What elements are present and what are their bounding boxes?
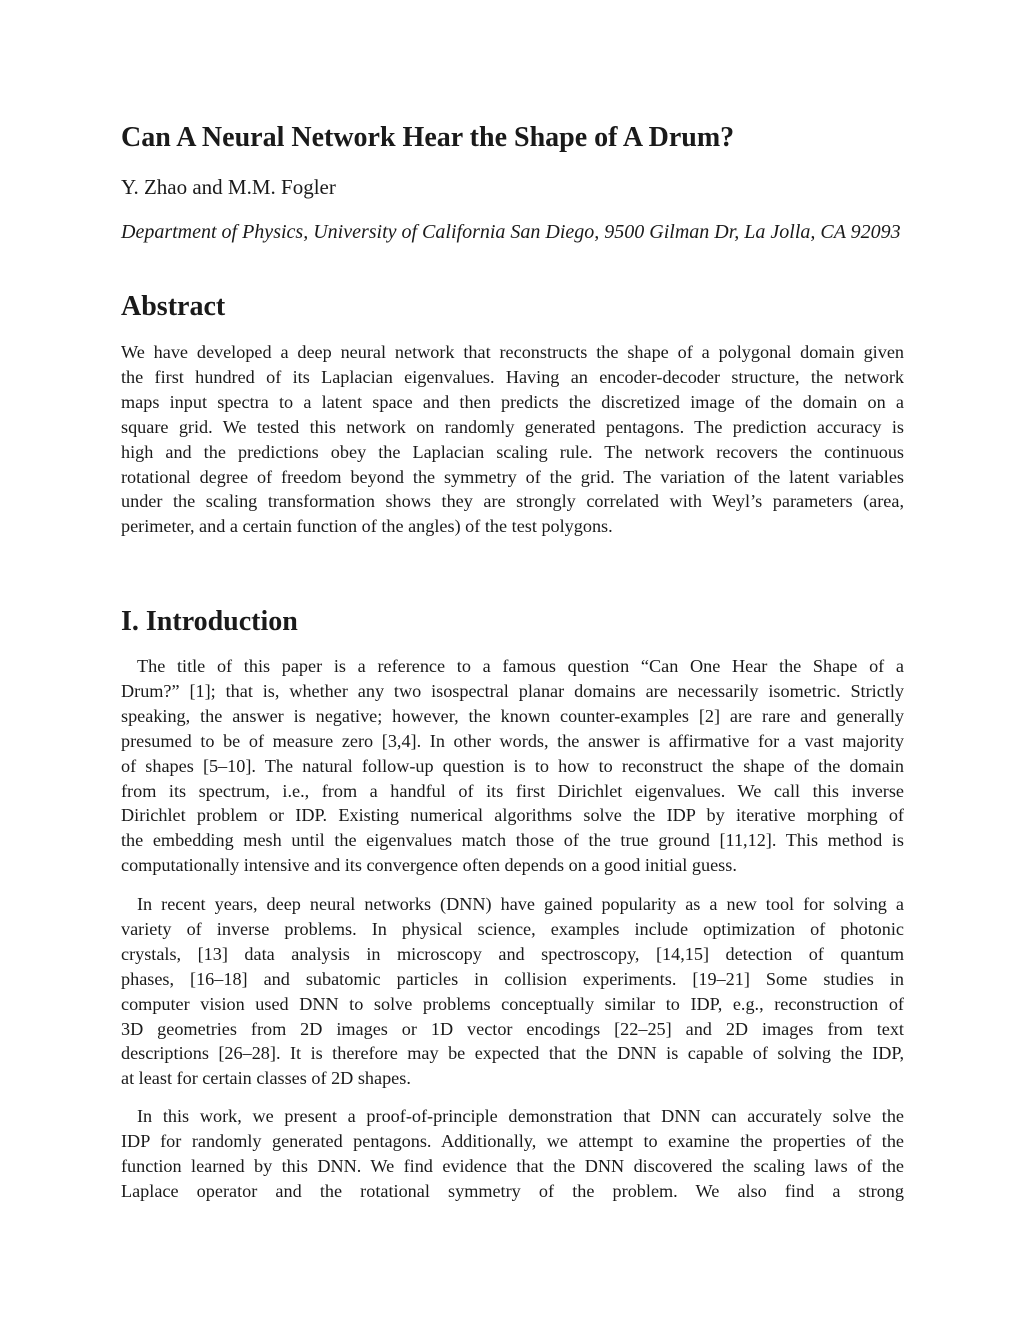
text-line: maps input spectra to a latent space and then predicts the discretized image of the domain on a bbox=[121, 391, 904, 412]
text-line: speaking, the answer is negative; however, the known counter-examples [2] are rare and generally bbox=[121, 705, 904, 726]
text-line: under the scaling transformation shows they are strongly correlated with Weyl’s parameters (area, bbox=[121, 491, 904, 512]
intro-paragraph-2 bbox=[121, 892, 904, 1091]
text-line: descriptions [26–28]. It is therefore may be expected that the DNN is capable of solving the IDP, bbox=[121, 1043, 904, 1064]
text-line: high and the predictions obey the Laplacian scaling rule. The network recovers the continuous bbox=[121, 441, 904, 462]
text-line: computer vision used DNN to solve problems conceptually similar to IDP, e.g., reconstruction of bbox=[121, 993, 904, 1014]
affiliation: Department of Physics, University of California San Diego, 9500 Gilman Dr, La Jolla, CA 92093 bbox=[121, 221, 901, 243]
intro-paragraph-3 bbox=[121, 1104, 904, 1204]
paper-title: Can A Neural Network Hear the Shape of A Drum? bbox=[121, 122, 735, 153]
introduction-heading: I. Introduction bbox=[121, 606, 298, 637]
abstract-body bbox=[121, 340, 904, 539]
text-line: from its spectrum, i.e., from a handful of its first Dirichlet eigenvalues. We call this inverse bbox=[121, 780, 904, 801]
text-line: IDP for randomly generated pentagons. Additionally, we attempt to examine the properties of the bbox=[121, 1130, 904, 1151]
text-line: 3D geometries from 2D images or 1D vector encodings [22–25] and 2D images from text bbox=[121, 1018, 904, 1039]
intro-paragraph-1 bbox=[121, 654, 904, 878]
text-line: crystals, [13] data analysis in microscopy and spectroscopy, [14,15] detection of quantum bbox=[121, 943, 904, 964]
text-line: variety of inverse problems. In physical science, examples include optimization of photonic bbox=[121, 918, 904, 939]
abstract-heading: Abstract bbox=[121, 291, 226, 322]
text-line: presumed to be of measure zero [3,4]. In other words, the answer is affirmative for a vast majority bbox=[121, 730, 904, 751]
text-line: the embedding mesh until the eigenvalues match those of the true ground [11,12]. This method is bbox=[121, 830, 904, 851]
text-line: rotational degree of freedom beyond the symmetry of the grid. The variation of the latent variables bbox=[121, 466, 904, 487]
text-line: Drum?” [1]; that is, whether any two isospectral planar domains are necessarily isometric. Strictly bbox=[121, 680, 904, 701]
text-line: Dirichlet problem or IDP. Existing numerical algorithms solve the IDP by iterative morphing of bbox=[121, 805, 904, 826]
text-line: the first hundred of its Laplacian eigenvalues. Having an encoder-decoder structure, the network bbox=[121, 366, 904, 387]
text-line: We have developed a deep neural network that reconstructs the shape of a polygonal domain given bbox=[121, 342, 904, 362]
text-line: of shapes [5–10]. The natural follow-up question is to how to reconstruct the shape of the domain bbox=[121, 755, 904, 776]
authors: Y. Zhao and M.M. Fogler bbox=[121, 175, 336, 199]
text-line: The title of this paper is a reference to a famous question “Can One Hear the Shape of a bbox=[137, 656, 904, 676]
text-line: phases, [16–18] and subatomic particles in collision experiments. [19–21] Some studies in bbox=[121, 968, 904, 989]
text-line: perimeter, and a certain function of the angles) of the test polygons. bbox=[121, 516, 613, 537]
text-line: Laplace operator and the rotational symmetry of the problem. We also find a strong bbox=[121, 1180, 904, 1201]
text-line: at least for certain classes of 2D shapes. bbox=[121, 1068, 411, 1089]
text-line: In this work, we present a proof-of-principle demonstration that DNN can accurately solve the bbox=[137, 1106, 904, 1126]
text-line: computationally intensive and its convergence often depends on a good initial guess. bbox=[121, 855, 737, 876]
text-line: In recent years, deep neural networks (DNN) have gained popularity as a new tool for solving a bbox=[137, 894, 904, 914]
text-line: square grid. We tested this network on randomly generated pentagons. The prediction accuracy is bbox=[121, 416, 904, 437]
text-line: function learned by this DNN. We find evidence that the DNN discovered the scaling laws of the bbox=[121, 1155, 904, 1176]
